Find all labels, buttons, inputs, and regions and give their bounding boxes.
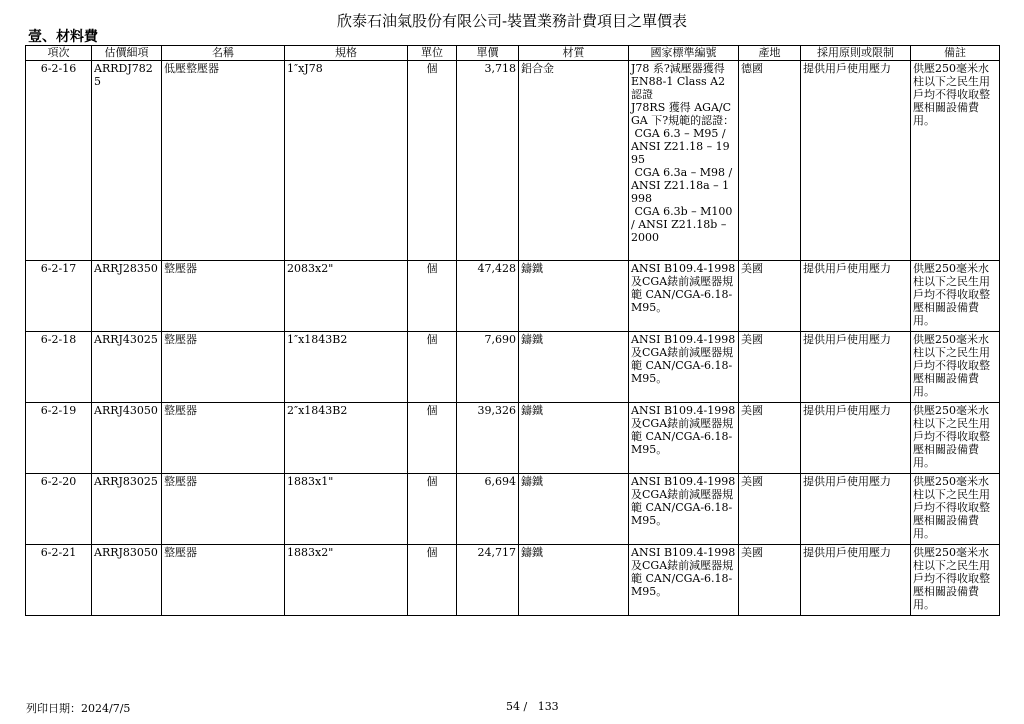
col-header-note: 備註 <box>911 46 1000 61</box>
cell-price: 7,690 <box>457 332 519 403</box>
cell-unit: 個 <box>408 332 457 403</box>
cell-name: 整壓器 <box>162 545 285 616</box>
cell-origin: 美國 <box>739 474 801 545</box>
cell-origin: 美國 <box>739 545 801 616</box>
cell-note: 供壓250毫米水柱以下之民生用戶均不得收取整壓相關設備費用。 <box>911 261 1000 332</box>
table-row <box>26 261 1000 332</box>
cell-note: 供壓250毫米水柱以下之民生用戶均不得收取整壓相關設備費用。 <box>911 332 1000 403</box>
section-heading: 壹、材料費 <box>28 29 98 45</box>
cell-item: 6-2-19 <box>26 403 92 474</box>
cell-name: 整壓器 <box>162 403 285 474</box>
cell-spec: 1″x1843B2 <box>285 332 408 403</box>
cell-note: 供壓250毫米水柱以下之民生用戶均不得收取整壓相關設備費用。 <box>911 545 1000 616</box>
cell-unit: 個 <box>408 545 457 616</box>
cell-rule: 提供用戶使用壓力 <box>801 61 911 261</box>
table-row <box>26 61 1000 261</box>
cell-standard: ANSI B109.4-1998及CGA錶前減壓器規範 CAN/CGA-6.18-M95。 <box>629 332 739 403</box>
cell-item: 6-2-16 <box>26 61 92 261</box>
cell-material: 鑄鐵 <box>519 474 629 545</box>
cell-note: 供壓250毫米水柱以下之民生用戶均不得收取整壓相關設備費用。 <box>911 474 1000 545</box>
cell-material: 鋁合金 <box>519 61 629 261</box>
price-table <box>25 45 1000 616</box>
col-header-name: 名稱 <box>162 46 285 61</box>
cell-unit: 個 <box>408 403 457 474</box>
col-header-price: 單價 <box>457 46 519 61</box>
cell-name: 整壓器 <box>162 474 285 545</box>
cell-material: 鑄鐵 <box>519 545 629 616</box>
cell-rule: 提供用戶使用壓力 <box>801 545 911 616</box>
cell-code: ARRDJ7825 <box>92 61 162 261</box>
cell-origin: 德國 <box>739 61 801 261</box>
cell-code: ARRJ83025 <box>92 474 162 545</box>
cell-item: 6-2-20 <box>26 474 92 545</box>
cell-item: 6-2-18 <box>26 332 92 403</box>
table-row <box>26 545 1000 616</box>
cell-spec: 2083x2" <box>285 261 408 332</box>
cell-rule: 提供用戶使用壓力 <box>801 403 911 474</box>
col-header-unit: 單位 <box>408 46 457 61</box>
page-title: 欣泰石油氣股份有限公司-裝置業務計費項目之單價表 <box>336 12 688 30</box>
table-header-row <box>26 46 1000 61</box>
cell-note: 供壓250毫米水柱以下之民生用戶均不得收取整壓相關設備費用。 <box>911 403 1000 474</box>
cell-code: ARRJ43050 <box>92 403 162 474</box>
col-header-spec: 規格 <box>285 46 408 61</box>
cell-standard: ANSI B109.4-1998及CGA錶前減壓器規範 CAN/CGA-6.18-M95。 <box>629 545 739 616</box>
cell-origin: 美國 <box>739 332 801 403</box>
cell-name: 整壓器 <box>162 332 285 403</box>
cell-rule: 提供用戶使用壓力 <box>801 474 911 545</box>
cell-material: 鑄鐵 <box>519 261 629 332</box>
cell-name: 整壓器 <box>162 261 285 332</box>
cell-standard: ANSI B109.4-1998及CGA錶前減壓器規範 CAN/CGA-6.18-M95。 <box>629 261 739 332</box>
cell-material: 鑄鐵 <box>519 332 629 403</box>
cell-note: 供壓250毫米水柱以下之民生用戶均不得收取整壓相關設備費用。 <box>911 61 1000 261</box>
cell-item: 6-2-17 <box>26 261 92 332</box>
cell-rule: 提供用戶使用壓力 <box>801 332 911 403</box>
cell-spec: 1883x1" <box>285 474 408 545</box>
col-header-rule: 採用原則或限制 <box>801 46 911 61</box>
print-date: 列印日期：2024/7/5 <box>26 702 131 715</box>
table-row <box>26 403 1000 474</box>
cell-price: 6,694 <box>457 474 519 545</box>
cell-unit: 個 <box>408 261 457 332</box>
col-header-material: 材質 <box>519 46 629 61</box>
cell-code: ARRJ28350 <box>92 261 162 332</box>
cell-standard: ANSI B109.4-1998及CGA錶前減壓器規範 CAN/CGA-6.18-M95。 <box>629 403 739 474</box>
cell-origin: 美國 <box>739 261 801 332</box>
cell-code: ARRJ43025 <box>92 332 162 403</box>
col-header-origin: 產地 <box>739 46 801 61</box>
page-number: 54 / 133 <box>506 700 559 713</box>
cell-price: 39,326 <box>457 403 519 474</box>
cell-name: 低壓整壓器 <box>162 61 285 261</box>
cell-spec: 2″x1843B2 <box>285 403 408 474</box>
cell-code: ARRJ83050 <box>92 545 162 616</box>
cell-standard: ANSI B109.4-1998及CGA錶前減壓器規範 CAN/CGA-6.18-M95。 <box>629 474 739 545</box>
table-row <box>26 474 1000 545</box>
table-row <box>26 332 1000 403</box>
cell-unit: 個 <box>408 474 457 545</box>
cell-rule: 提供用戶使用壓力 <box>801 261 911 332</box>
col-header-item: 項次 <box>26 46 92 61</box>
cell-standard: J78 系?減壓器獲得 EN88-1 Class A2 認證 J78RS 獲得 AGA/CGA 下?規範的認證： CGA 6.3 – M95 / ANSI Z21.18 – 1995 CGA 6.3a – M98 / ANSI Z21.18a – 1998 CGA 6.3b – M100 / ANSI Z21.18b – 2000 <box>629 61 739 261</box>
cell-spec: 1″xJ78 <box>285 61 408 261</box>
cell-price: 47,428 <box>457 261 519 332</box>
cell-price: 24,717 <box>457 545 519 616</box>
cell-spec: 1883x2" <box>285 545 408 616</box>
cell-item: 6-2-21 <box>26 545 92 616</box>
cell-origin: 美國 <box>739 403 801 474</box>
cell-material: 鑄鐵 <box>519 403 629 474</box>
cell-price: 3,718 <box>457 61 519 261</box>
cell-unit: 個 <box>408 61 457 261</box>
col-header-standard: 國家標準編號 <box>629 46 739 61</box>
col-header-code: 估價細項 <box>92 46 162 61</box>
